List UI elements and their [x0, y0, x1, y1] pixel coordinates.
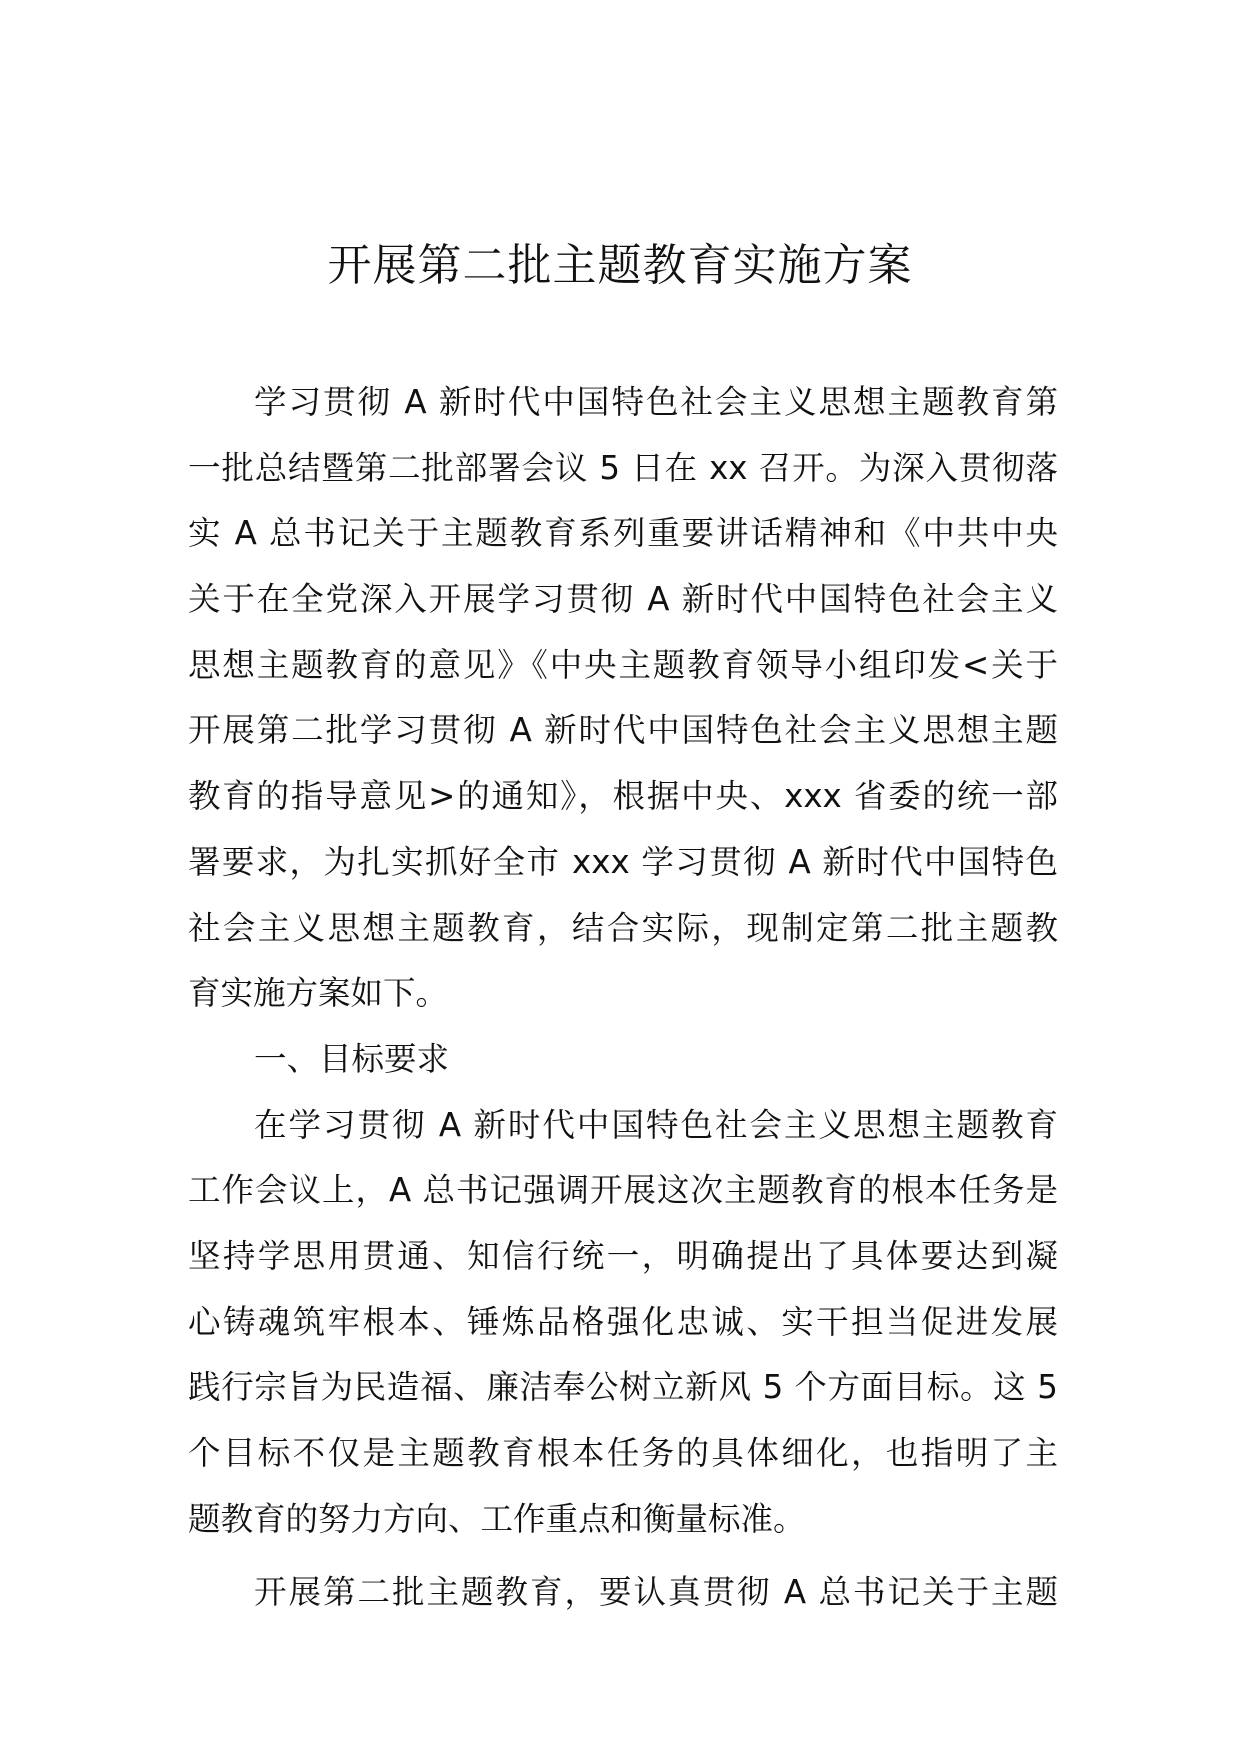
paragraph-line: 践行宗旨为民造福、廉洁奉公树立新风 5 个方面目标。这 5 — [188, 1368, 1058, 1407]
paragraph-line: 思想主题教育的意见》《中央主题教育领导小组印发<关于 — [188, 645, 1058, 684]
paragraph-line: 心铸魂筑牢根本、锤炼品格强化忠诚、实干担当促进发展 — [188, 1302, 1058, 1341]
paragraph-line: 关于在全党深入开展学习贯彻 A 新时代中国特色社会主义 — [188, 580, 1058, 619]
document-body — [188, 370, 1058, 1626]
paragraph-line: 社会主义思想主题教育，结合实际，现制定第二批主题教 — [188, 908, 1058, 947]
section-heading: 一、目标要求 — [254, 1039, 450, 1078]
paragraph-line: 实 A 总书记关于主题教育系列重要讲话精神和《中共中央 — [188, 514, 1058, 553]
paragraph-line: 教育的指导意见>的通知》，根据中央、xxx 省委的统一部 — [188, 777, 1058, 816]
paragraph-line: 在学习贯彻 A 新时代中国特色社会主义思想主题教育 — [254, 1105, 1058, 1144]
paragraph-line: 育实施方案如下。 — [188, 974, 449, 1013]
paragraph-line: 题教育的努力方向、工作重点和衡量标准。 — [188, 1499, 806, 1538]
document-title: 开展第二批主题教育实施方案 — [327, 240, 913, 291]
paragraph-line: 坚持学思用贯通、知信行统一，明确提出了具体要达到凝 — [188, 1236, 1058, 1275]
paragraph-line: 开展第二批学习贯彻 A 新时代中国特色社会主义思想主题 — [188, 711, 1058, 750]
paragraph-line: 个目标不仅是主题教育根本任务的具体细化，也指明了主 — [188, 1434, 1058, 1472]
paragraph-line: 一批总结暨第二批部署会议 5 日在 xx 召开。为深入贯彻落 — [188, 448, 1058, 487]
paragraph-line: 工作会议上，A 总书记强调开展这次主题教育的根本任务是 — [188, 1171, 1058, 1210]
paragraph-line: 署要求，为扎实抓好全市 xxx 学习贯彻 A 新时代中国特色 — [188, 842, 1058, 881]
paragraph-line: 开展第二批主题教育，要认真贯彻 A 总书记关于主题 — [254, 1573, 1058, 1612]
paragraph-line: 学习贯彻 A 新时代中国特色社会主义思想主题教育第 — [254, 383, 1058, 421]
